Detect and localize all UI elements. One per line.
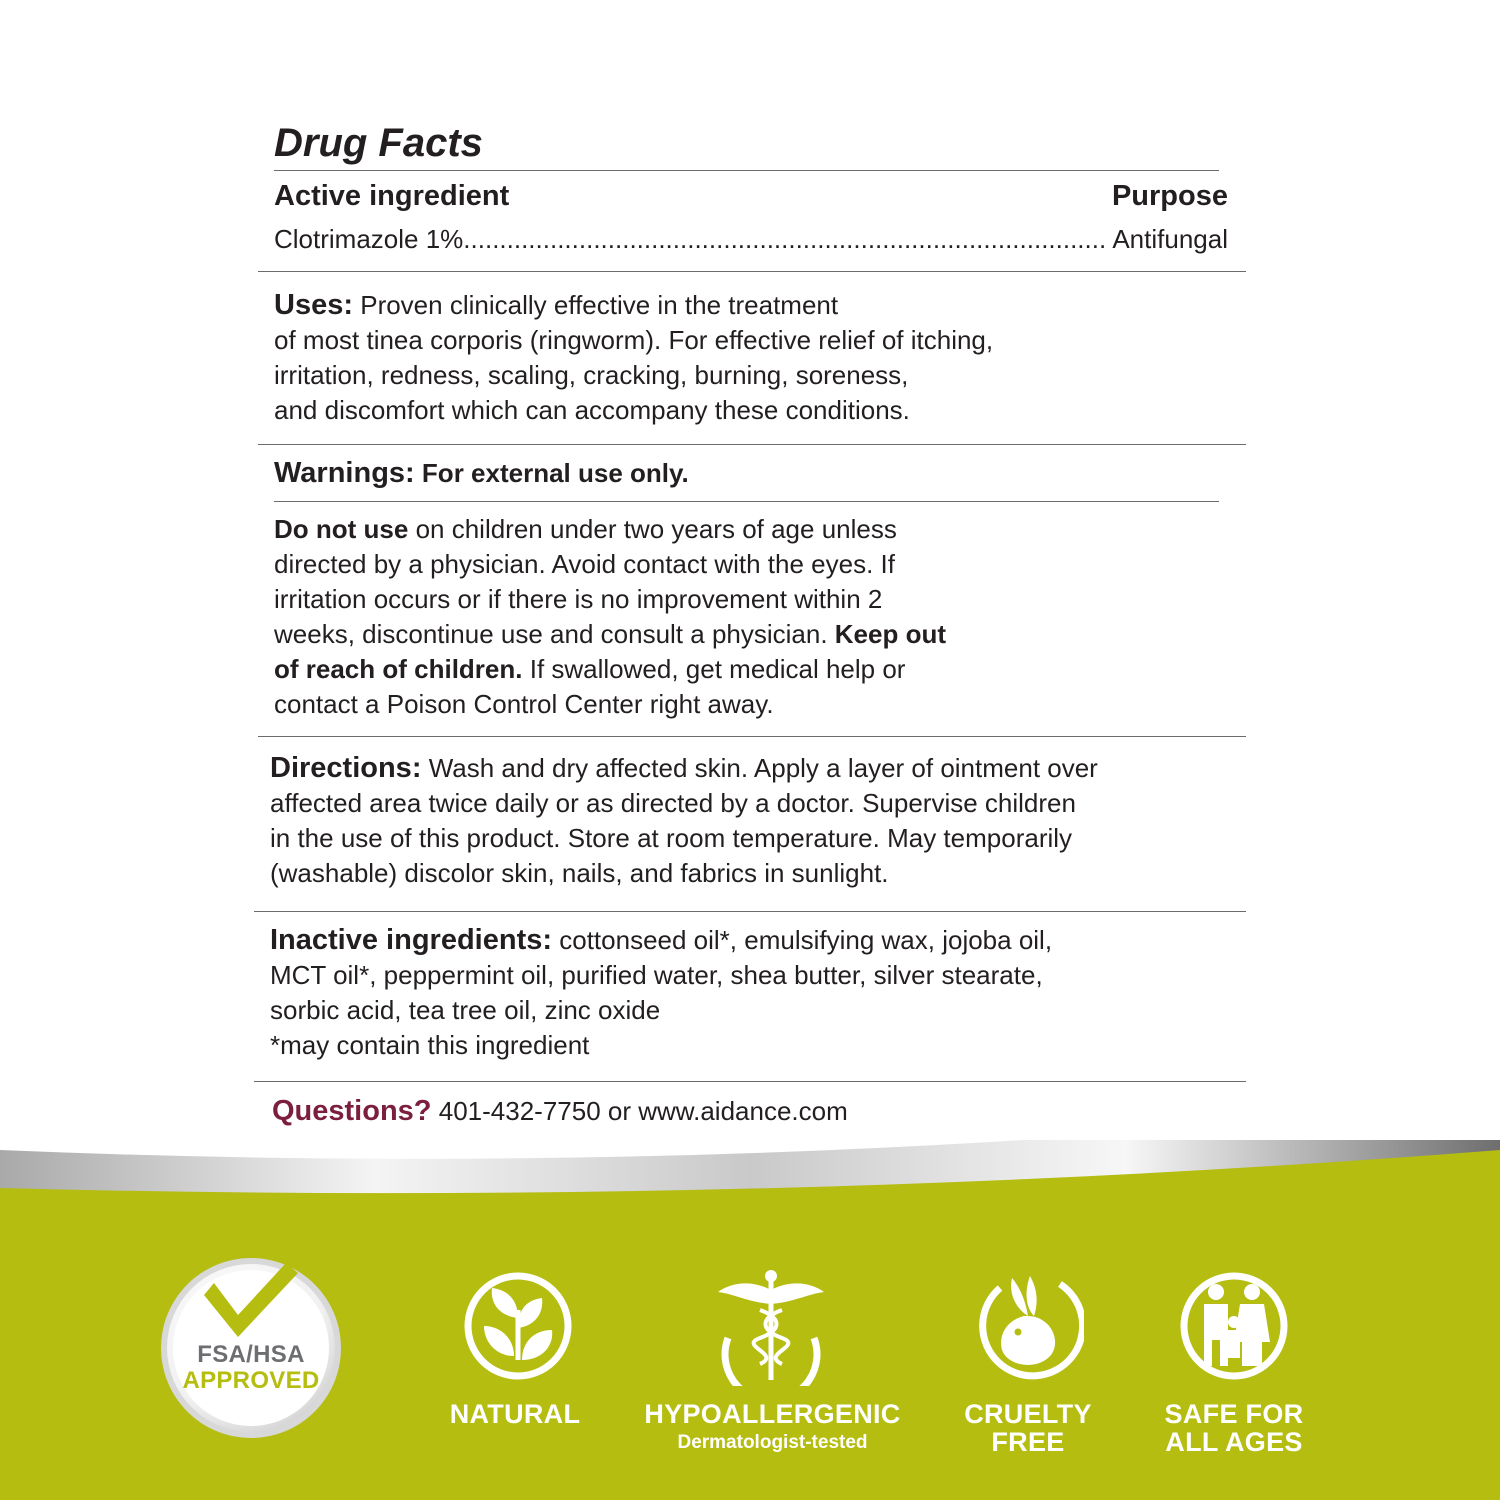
divider xyxy=(258,444,1246,445)
questions-contact[interactable]: 401-432-7750 or www.aidance.com xyxy=(431,1096,848,1126)
dermatologist-tested-label: Dermatologist-tested xyxy=(677,1432,868,1453)
directions-text: Wash and dry affected skin. Apply a layer of ointment over xyxy=(421,753,1098,783)
warnings-label: Warnings: xyxy=(274,457,415,489)
hypoallergenic-label: HYPOALLERGENIC xyxy=(644,1399,901,1429)
warning-text: weeks, discontinue use and consult a physician. xyxy=(274,619,835,649)
keep-out-label: of reach of children. xyxy=(274,654,523,684)
inactive-text: MCT oil*, peppermint oil, purified water, shea butter, silver stearate, xyxy=(270,960,1043,990)
ingredient-purpose: Antifungal xyxy=(1112,224,1228,254)
divider xyxy=(274,170,1219,171)
divider xyxy=(254,911,1246,912)
fsa-line: FSA/HSA xyxy=(197,1341,305,1368)
badges-band xyxy=(0,1140,1500,1500)
safe-for-all-ages-label xyxy=(1146,1400,1322,1456)
directions-text: affected area twice daily or as directed by a doctor. Supervise children xyxy=(270,788,1076,818)
inactive-ingredients-section xyxy=(270,923,1052,1063)
purpose-header: Purpose xyxy=(1111,180,1228,212)
family-icon xyxy=(1178,1270,1290,1382)
active-ingredient-header: Active ingredient xyxy=(274,180,510,212)
do-not-use-label: Do not use xyxy=(274,514,409,544)
all-ages-line: ALL AGES xyxy=(1165,1427,1303,1457)
uses-text: Proven clinically effective in the treatment xyxy=(353,290,839,320)
directions-label: Directions: xyxy=(270,752,422,784)
directions-section xyxy=(270,751,1098,891)
leaf-icon xyxy=(462,1270,574,1382)
caduceus-icon xyxy=(712,1268,830,1386)
inactive-note: *may contain this ingredient xyxy=(270,1030,590,1060)
uses-text: and discomfort which can accompany these conditions. xyxy=(274,395,910,425)
inactive-text: sorbic acid, tea tree oil, zinc oxide xyxy=(270,995,661,1025)
uses-section xyxy=(274,288,993,428)
ingredient-name: Clotrimazole 1% xyxy=(274,224,464,254)
rabbit-icon xyxy=(972,1270,1084,1382)
keep-out-label: Keep out xyxy=(834,619,947,649)
questions-label: Questions? xyxy=(272,1095,432,1127)
warning-text: directed by a physician. Avoid contact with the eyes. If xyxy=(274,549,895,579)
warnings-section xyxy=(274,456,689,491)
do-not-use-section xyxy=(274,512,946,722)
warning-text: irritation occurs or if there is no improvement within 2 xyxy=(274,584,883,614)
uses-text: irritation, redness, scaling, cracking, burning, soreness, xyxy=(274,360,909,390)
divider xyxy=(258,736,1246,737)
safe-line: SAFE FOR xyxy=(1164,1399,1304,1429)
cruelty-free-label xyxy=(940,1400,1116,1456)
inactive-text: cottonseed oil*, emulsifying wax, jojoba oil, xyxy=(552,925,1053,955)
warning-text: If swallowed, get medical help or xyxy=(522,654,906,684)
directions-text: in the use of this product. Store at room temperature. May temporarily xyxy=(270,823,1073,853)
natural-label: NATURAL xyxy=(449,1399,581,1429)
drug-facts-title: Drug Facts xyxy=(274,121,483,165)
directions-text: (washable) discolor skin, nails, and fabrics in sunlight. xyxy=(270,858,889,888)
inactive-label: Inactive ingredients: xyxy=(270,924,553,956)
uses-label: Uses: xyxy=(274,289,353,321)
approved-line: APPROVED xyxy=(182,1367,320,1394)
questions-section xyxy=(272,1094,848,1129)
warning-text: contact a Poison Control Center right away. xyxy=(274,689,774,719)
ingredient-row xyxy=(274,222,1228,256)
fsa-hsa-label xyxy=(158,1342,344,1394)
warning-text: on children under two years of age unless xyxy=(408,514,897,544)
warnings-text: For external use only. xyxy=(414,458,689,488)
cruelty-line: CRUELTY xyxy=(964,1399,1092,1429)
uses-text: of most tinea corporis (ringworm). For effective relief of itching, xyxy=(274,325,994,355)
divider xyxy=(274,501,1219,502)
dot-leader xyxy=(463,222,1104,256)
divider xyxy=(258,271,1246,272)
free-line: FREE xyxy=(991,1427,1065,1457)
divider xyxy=(254,1081,1246,1082)
